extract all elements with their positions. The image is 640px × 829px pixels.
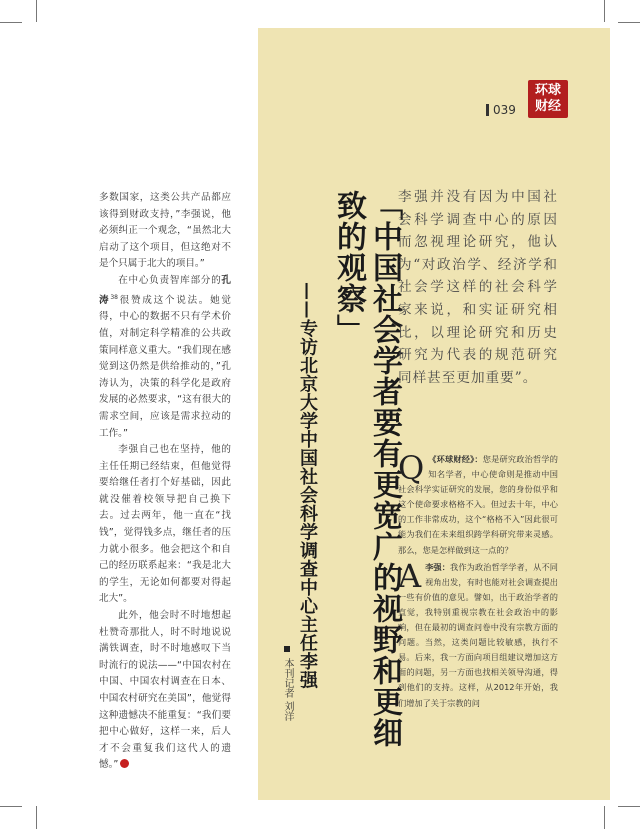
answer-paragraph bbox=[398, 556, 558, 711]
name-kong-tao: 孔涛 bbox=[99, 274, 231, 306]
pull-quote: 李强并没有因为中国社会科学调查中心的原因而忽视理论研究，他认为“对政治学、经济学和社会学这样的社会科学家来说，和实证研究相比，以理论研究和历史研究为代表的规范研究同样甚至更加重要”。 bbox=[398, 189, 558, 386]
footnote-ref: 38 bbox=[110, 293, 118, 301]
question-paragraph bbox=[398, 449, 558, 558]
left-paragraph-2 bbox=[99, 273, 231, 442]
answer-label: 李强： bbox=[425, 561, 451, 572]
left-paragraph-4 bbox=[99, 608, 231, 774]
question-label: 《环球财经》： bbox=[428, 454, 483, 464]
end-mark-icon bbox=[120, 759, 129, 768]
answer-dropcap: A bbox=[398, 556, 422, 595]
answer-text: 我作为政治哲学学者，从不同视角出发，有时也能对社会调查提出一些有价值的意见。譬如，出于政治学者的直觉，我特别重视宗教在社会政治中的影响，但在最初的调查问卷中没有宗教方面的问题。当然，这类问题比较敏感，执行不易。后来，我一方面向项目组建议增加这方面的问题，另一方面也找相关领导沟通，得到他们的支持。这样，从2012年开始，我们增加了关于宗教的问 bbox=[398, 561, 558, 708]
page-number-bar bbox=[486, 104, 489, 116]
crop-mark bbox=[0, 22, 22, 23]
left-paragraph-2-rest: 很赞成这个说法。她觉得，中心的数据不只有学术价值，对制定科学精准的公共政策同样意义重大。“我们现在感觉到这仍然是供给推动的，”孔涛认为，决策的科学化是政府发展的必然要求，“这有很大的需求空间，应该是需求拉动的工作。” bbox=[99, 294, 232, 439]
question-dropcap: Q bbox=[398, 449, 425, 487]
left-paragraph-1: 多数国家，这类公共产品都应该得到财政支持，”李强说，他必须纠正一个观念，“虽然北大启动了这个项目，但这绝对不是个只属于北大的项目。” bbox=[99, 192, 231, 270]
crop-mark bbox=[36, 0, 37, 22]
crop-mark bbox=[618, 22, 640, 23]
article-title: 「中国社会学者要有更宽广的视野和更细致的观察」 bbox=[331, 190, 402, 748]
logo-line1: 环球 bbox=[534, 83, 561, 98]
crop-mark bbox=[604, 806, 605, 829]
crop-mark bbox=[0, 806, 22, 807]
magazine-logo bbox=[528, 80, 568, 118]
author-byline bbox=[280, 646, 294, 721]
left-paragraph-2-start: 在中心负责智库部分的 bbox=[118, 274, 222, 286]
page-number-text: 039 bbox=[493, 103, 516, 117]
page-number bbox=[486, 103, 516, 117]
author-name: 本刊记者 刘洋 bbox=[282, 658, 293, 722]
byline-square-icon bbox=[284, 646, 290, 652]
logo-line2: 财经 bbox=[534, 99, 561, 114]
left-column bbox=[99, 190, 231, 774]
crop-mark bbox=[604, 0, 605, 22]
article-subtitle: ——专访北京大学中国社会科学调查中心主任李强 bbox=[297, 282, 318, 689]
interview-qa bbox=[398, 449, 558, 711]
crop-mark bbox=[36, 806, 37, 829]
question-text: 您是研究政治哲学的知名学者，中心使命则是推动中国社会科学实证研究的发展，您的身份似乎和这个使命要求格格不入。但过去十年，中心的工作非常成功，这个“格格不入”因此很可能为我们在未来组织跨学科研究带来灵感。那么，您是怎样做到这一点的？ bbox=[398, 454, 558, 555]
crop-mark bbox=[618, 806, 640, 807]
left-paragraph-3: 李强自己也在坚持，他的主任任期已经结束，但他觉得要给继任者打个好基础，因此就没催着校领导把自己换下去。过去两年，他一直在“找钱”，觉得钱多点，继任者的压力就小很多。他会把这个和自己的经历联系起来：“我是北大的学生，无论如何都要对得起北大”。 bbox=[99, 444, 231, 605]
left-paragraph-4-text: 此外，他会时不时地想起杜赞奇那批人，时不时地说说满铁调查，时不时地感叹下当时流行的说法——“中国农村在中国、中国农村调查在日本、中国农村研究在美国”，他觉得这种遗憾决不能重复：“我们要把中心做好，这样一来，后人才不会重复我们这代人的遗憾。” bbox=[99, 610, 231, 771]
